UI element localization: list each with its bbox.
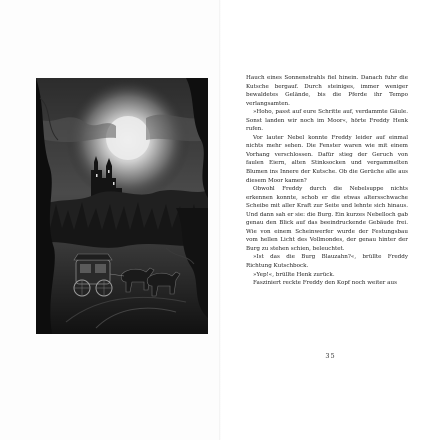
body-text — [246, 74, 408, 288]
paragraph: »Yep!«, brüllte Henk zurück. — [253, 271, 335, 278]
paragraph: Vor lauter Nebel konnte Freddy leider auf einmal nichts mehr sehen. Die Fenster waren wie mit einem Vorhang verschlossen. Dafür stieg der Geruch von faulen Eiern, alten Stinksocken und vergammelten Blumen ins Innere der Kutsche. Ob die Gerüche alle aus diesem Moor kamen? — [246, 134, 408, 184]
right-page — [221, 0, 440, 440]
castle-carriage-illustration — [36, 78, 208, 334]
paragraph: Obwohl Freddy durch die Nebelsuppe nichts erkennen konnte, schob er die etwas altersschwache Scheibe mit aller Kraft zur Seite und lehnte sich hinaus. Und dann sah er sie: die Burg. Ein kurzes Nebelloch gab genau den Blick auf das beeindruckende Gebäude frei. Wie von einem Scheinwerfer wurde der Festungsbau vom hellen Licht des Vollmondes, der genau hinter der Burg zu stehen schien, beleuchtet. — [246, 186, 408, 252]
paragraph: »Ist das die Burg Blauzahn?«, brüllte Freddy Richtung Kutschbock. — [246, 254, 408, 270]
page-number: 35 — [325, 352, 336, 360]
paragraph: »Hoho, passt auf eure Schritte auf, verdammte Gäule. Sonst landen wir noch im Moor«, hörte Freddy Henk rufen. — [246, 109, 408, 133]
paragraph: Fasziniert reckte Freddy den Kopf noch weiter aus — [253, 280, 397, 287]
illustration-drawing — [36, 78, 208, 334]
paragraph: Hauch eines Sonnenstrahls fiel hinein. Danach fuhr die Kutsche bergauf. Durch steiniges, immer weniger bewaldetes Gelände, bis die Pferde ihr Tempo verlangsamten. — [246, 75, 408, 107]
